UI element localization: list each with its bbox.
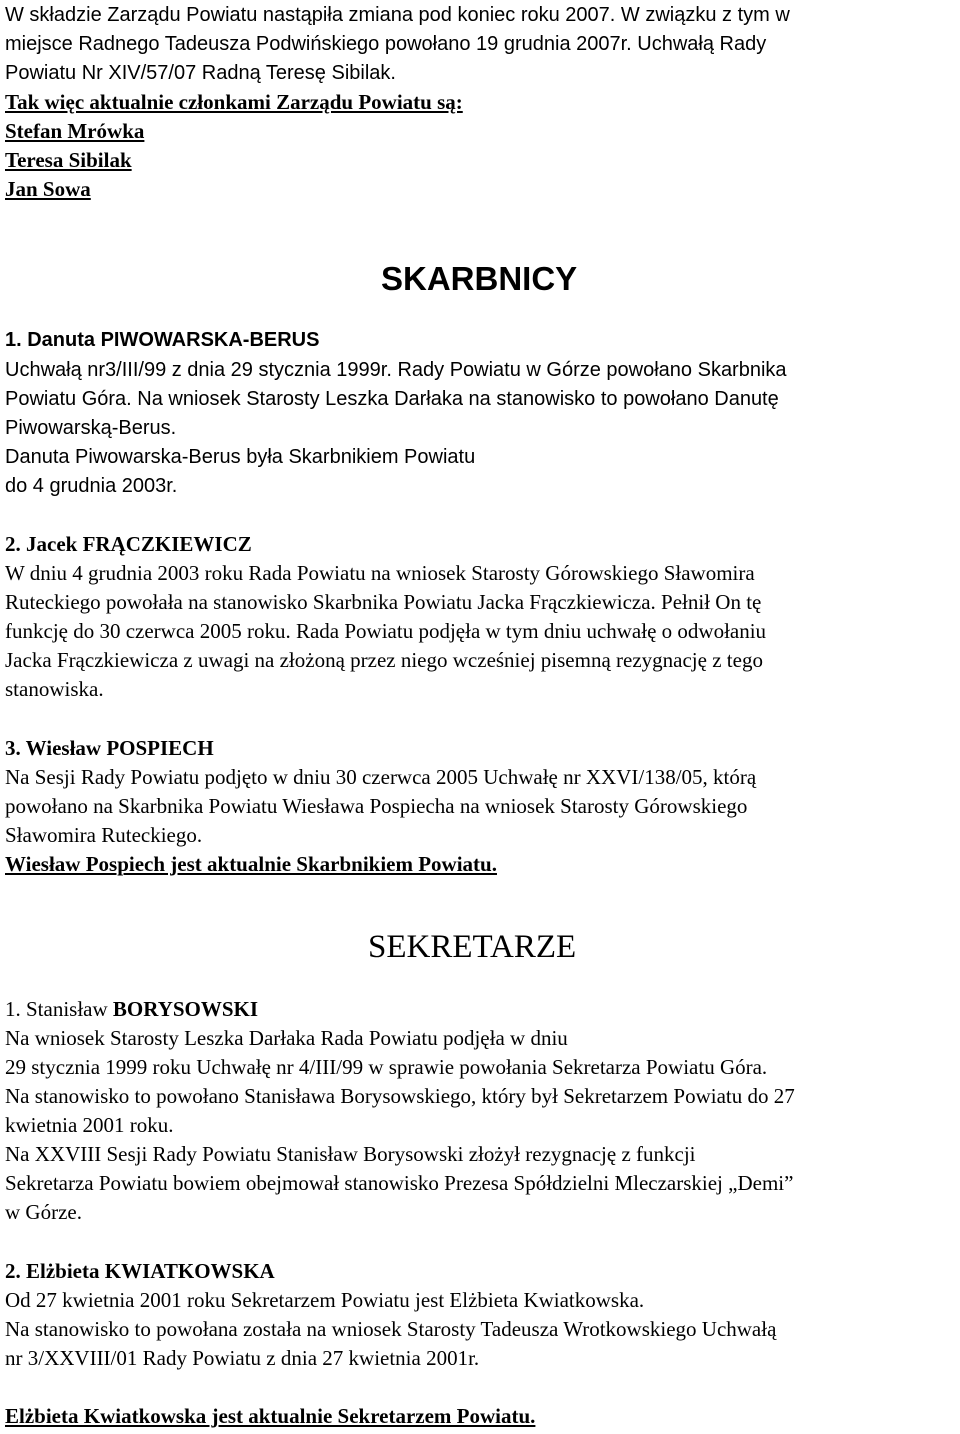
paragraph-line: nr 3/XXVIII/01 Rady Powiatu z dnia 27 kwietnia 2001r. bbox=[5, 1346, 480, 1370]
paragraph-line: Sekretarza Powiatu bowiem obejmował stanowisko Prezesa Spółdzielni Mleczarskiej „Demi” bbox=[5, 1171, 794, 1195]
member-name: Teresa Sibilak bbox=[5, 148, 132, 172]
paragraph-line: powołano na Skarbnika Powiatu Wiesława Pospiecha na wniosek Starosty Górowskiego bbox=[5, 794, 748, 818]
members-intro: Tak więc aktualnie członkami Zarządu Powiatu są: bbox=[5, 90, 463, 114]
current-holder-note: Elżbieta Kwiatkowska jest aktualnie Sekretarzem Powiatu. bbox=[5, 1404, 536, 1428]
entry-title-text bbox=[5, 997, 258, 1021]
paragraph-line: Na wniosek Starosty Leszka Darłaka Rada Powiatu podjęła w dniu bbox=[5, 1026, 568, 1050]
section-heading-sekretarze: SEKRETARZE bbox=[368, 929, 577, 965]
paragraph-line: Ruteckiego powołała na stanowisko Skarbnika Powiatu Jacka Frączkiewicza. Pełnił On tę bbox=[5, 590, 762, 614]
paragraph-line: W składzie Zarządu Powiatu nastąpiła zmiana pod koniec roku 2007. W związku z tym w bbox=[5, 4, 790, 26]
member-name: Stefan Mrówka bbox=[5, 119, 145, 143]
entry-title: 2. Jacek FRĄCZKIEWICZ bbox=[5, 532, 252, 556]
paragraph-line: Sławomira Ruteckiego. bbox=[5, 823, 203, 847]
current-holder-note: Wiesław Pospiech jest aktualnie Skarbnikiem Powiatu. bbox=[5, 852, 497, 876]
entry-title: 2. Elżbieta KWIATKOWSKA bbox=[5, 1259, 275, 1283]
entry-title: 1. Danuta PIWOWARSKA-BERUS bbox=[5, 329, 320, 351]
paragraph-line: W dniu 4 grudnia 2003 roku Rada Powiatu na wniosek Starosty Górowskiego Sławomira bbox=[5, 561, 755, 585]
paragraph-line: Na Sesji Rady Powiatu podjęto w dniu 30 czerwca 2005 Uchwałę nr XXVI/138/05, którą bbox=[5, 765, 757, 789]
paragraph-line: Jacka Frączkiewicza z uwagi na złożoną przez niego wcześniej pisemną rezygnację z tego bbox=[5, 648, 763, 672]
entry-title-prefix: 1. Stanisław bbox=[5, 997, 113, 1021]
paragraph-line: w Górze. bbox=[5, 1200, 82, 1224]
section-heading-skarbnicy: SKARBNICY bbox=[381, 260, 578, 297]
paragraph-line: Od 27 kwietnia 2001 roku Sekretarzem Powiatu jest Elżbieta Kwiatkowska. bbox=[5, 1288, 645, 1312]
paragraph-line: Piwowarską-Berus. bbox=[5, 417, 177, 439]
paragraph-line: Na stanowisko to powołana została na wniosek Starosty Tadeusza Wrotkowskiego Uchwałą bbox=[5, 1317, 777, 1341]
paragraph-line: kwietnia 2001 roku. bbox=[5, 1113, 174, 1137]
paragraph-line: Powiatu Góra. Na wniosek Starosty Leszka Darłaka na stanowisko to powołano Danutę bbox=[5, 388, 779, 410]
paragraph-line: Uchwałą nr3/III/99 z dnia 29 stycznia 1999r. Rady Powiatu w Górze powołano Skarbnika bbox=[5, 359, 787, 381]
paragraph-line: Na XXVIII Sesji Rady Powiatu Stanisław Borysowski złożył rezygnację z funkcji bbox=[5, 1142, 696, 1166]
paragraph-line: Powiatu Nr XIV/57/07 Radną Teresę Sibilak. bbox=[5, 62, 396, 84]
entry-title bbox=[5, 994, 258, 1024]
paragraph-line: do 4 grudnia 2003r. bbox=[5, 475, 178, 497]
paragraph-line: Na stanowisko to powołano Stanisława Borysowskiego, który był Sekretarzem Powiatu do 27 bbox=[5, 1084, 795, 1108]
paragraph-line: stanowiska. bbox=[5, 677, 104, 701]
member-name: Jan Sowa bbox=[5, 177, 91, 201]
entry-title-surname: BORYSOWSKI bbox=[112, 997, 259, 1021]
paragraph-line: funkcję do 30 czerwca 2005 roku. Rada Powiatu podjęła w tym dniu uchwałę o odwołaniu bbox=[5, 619, 767, 643]
paragraph-line: 29 stycznia 1999 roku Uchwałę nr 4/III/99 w sprawie powołania Sekretarza Powiatu Góra. bbox=[5, 1055, 768, 1079]
paragraph-line: Danuta Piwowarska-Berus była Skarbnikiem Powiatu bbox=[5, 446, 476, 468]
paragraph-line: miejsce Radnego Tadeusza Podwińskiego powołano 19 grudnia 2007r. Uchwałą Rady bbox=[5, 33, 767, 55]
entry-title: 3. Wiesław POSPIECH bbox=[5, 736, 214, 760]
